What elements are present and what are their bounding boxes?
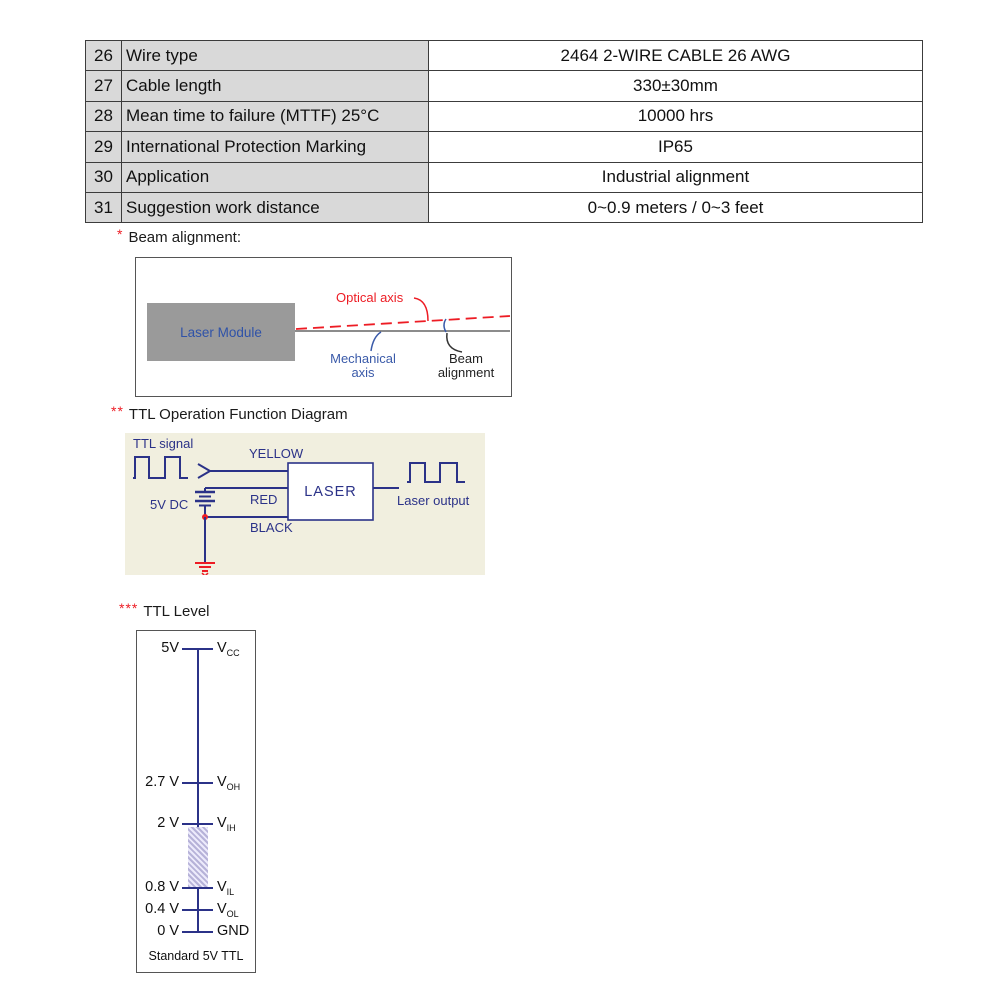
ttl-function-heading [111,403,348,423]
footnote-asterisk: * [117,226,124,242]
threshold-hatch-band [188,827,208,887]
level-tick [182,909,213,911]
table-row [86,71,923,101]
red-wire-label: RED [250,492,278,507]
level-voltage: 0 V [157,923,179,939]
level-tick [182,648,213,650]
level-tick [182,931,213,933]
laser-output-label: Laser output [397,493,470,508]
beam-alignment-label: Beam alignment [437,351,495,380]
level-voltage: 2.7 V [145,774,179,790]
level-tick [182,823,213,825]
ttl-signal-label: TTL signal [133,436,194,451]
row-value: 0~0.9 meters / 0~3 feet [429,192,923,222]
level-voltage: 5V [161,640,179,656]
row-value: Industrial alignment [429,162,923,192]
yellow-wire-label: YELLOW [249,446,304,461]
level-voltage: 0.4 V [145,901,179,917]
row-number: 30 [86,162,122,192]
row-number: 28 [86,101,122,131]
level-tick [182,887,213,889]
row-label: International Protection Marking [122,132,429,162]
table-row [86,101,923,131]
row-value: 2464 2-WIRE CABLE 26 AWG [429,41,923,71]
table-row [86,132,923,162]
row-value: 330±30mm [429,71,923,101]
beam-section-title: Beam alignment: [128,229,242,246]
level-name: $V_{IH}$ [217,815,236,833]
mechanical-axis-label: Mechanical axis [330,351,396,380]
ttl-function-diagram [125,433,485,575]
row-number: 27 [86,71,122,101]
table-row [86,192,923,222]
level-name: $V_{CC}$ [217,640,240,658]
ttl-level-diagram [136,630,256,973]
level-name: $V_{OH}$ [217,774,241,792]
voltage-axis-line [197,649,199,933]
laser-module-block [147,303,295,361]
row-number: 31 [86,192,122,222]
row-label: Suggestion work distance [122,192,429,222]
row-label: Cable length [122,71,429,101]
row-label: Wire type [122,41,429,71]
ttl-function-title: TTL Operation Function Diagram [128,406,348,423]
level-name: $V_{OL}$ [217,901,239,919]
row-label: Mean time to failure (MTTF) 25°C [122,101,429,131]
table-row [86,162,923,192]
level-voltage: 2 V [157,815,179,831]
row-value: 10000 hrs [429,101,923,131]
level-voltage: 0.8 V [145,879,179,895]
optical-axis-label: Optical axis [336,290,404,305]
supply-label: 5V DC [150,497,189,512]
level-name: GND [217,923,250,939]
laser-chip-box [288,463,373,520]
row-number: 26 [86,41,122,71]
beam-section-heading [117,226,242,246]
row-label: Application [122,162,429,192]
table-row [86,41,923,71]
level-tick [182,782,213,784]
level-caption: Standard 5V TTL [148,949,244,963]
laser-module-label: Laser Module [180,324,262,340]
beam-alignment-diagram [135,257,512,397]
level-name: $V_{IL}$ [217,879,235,897]
footnote-asterisk: ** [111,403,124,419]
row-value: IP65 [429,132,923,162]
ttl-level-heading [119,600,210,620]
footnote-asterisk: *** [119,600,139,616]
black-wire-label: BLACK [250,520,293,535]
row-number: 29 [86,132,122,162]
laser-chip-label: LASER [304,483,357,500]
spec-table [85,40,923,223]
ttl-level-title: TTL Level [143,603,210,620]
